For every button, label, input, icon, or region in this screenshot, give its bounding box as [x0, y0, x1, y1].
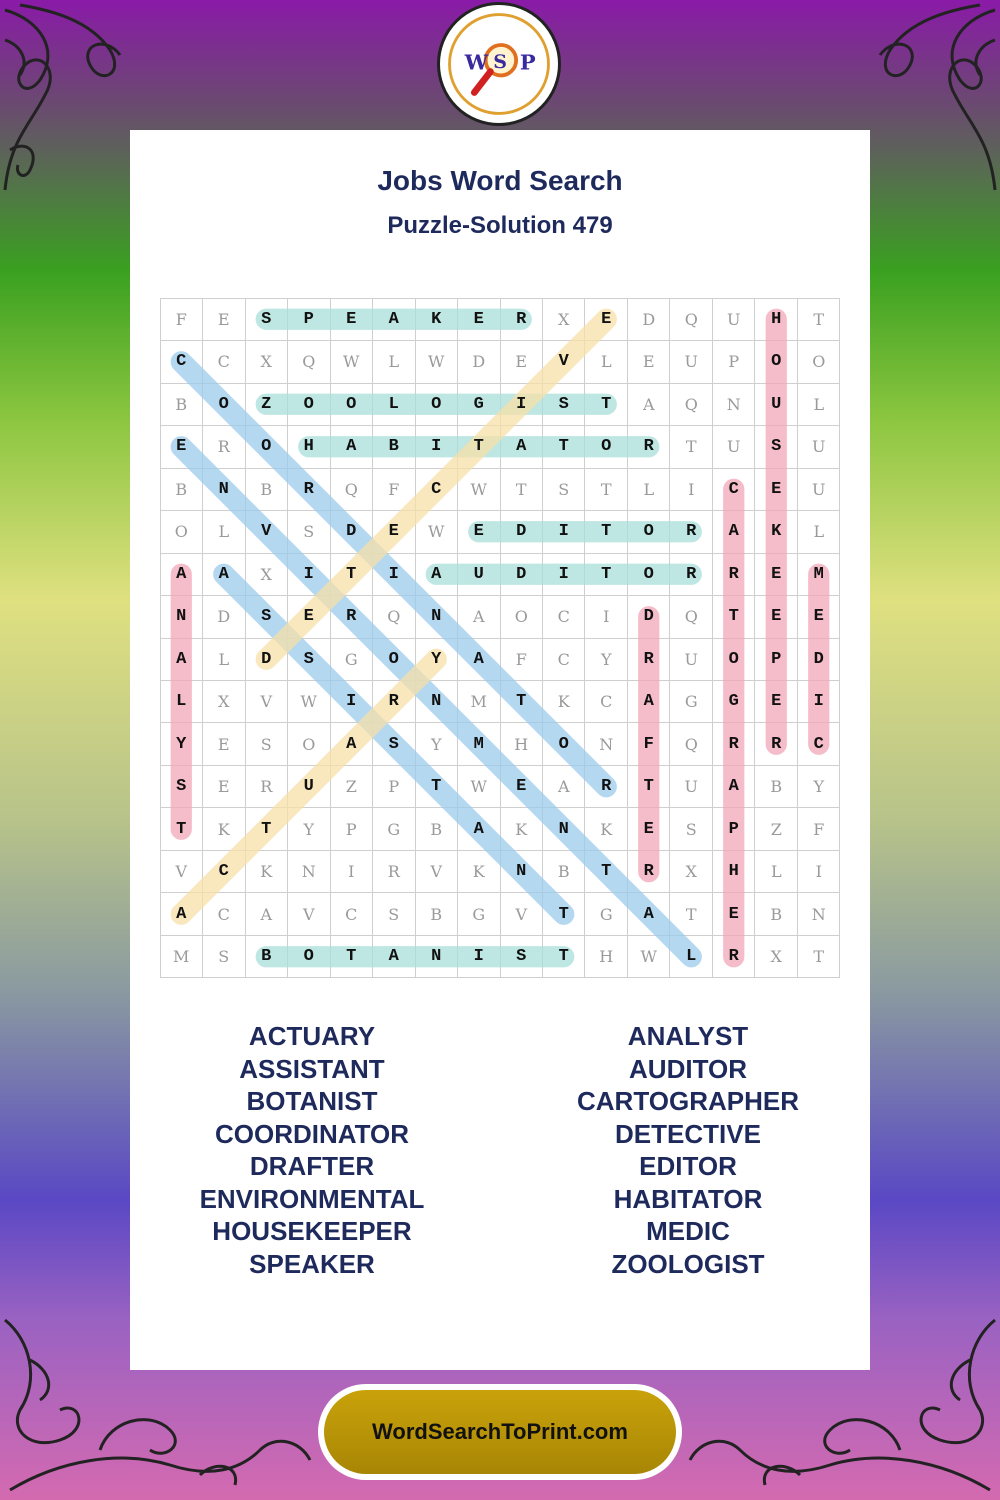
site-link-text[interactable]: WordSearchToPrint.com	[324, 1390, 676, 1474]
grid-letter[interactable]: L	[643, 479, 655, 499]
grid-letter[interactable]: T	[431, 777, 442, 797]
word-list-item: ASSISTANT	[239, 1053, 385, 1084]
grid-letter[interactable]: T	[601, 862, 612, 882]
grid-letter[interactable]: T	[601, 564, 612, 584]
grid-letter[interactable]: Q	[684, 394, 698, 414]
svg-text:W: W	[464, 49, 489, 75]
grid-letter[interactable]: U	[771, 394, 782, 414]
grid-letter[interactable]: V	[260, 692, 273, 712]
grid-letter[interactable]: K	[600, 819, 613, 839]
grid-letter[interactable]: F	[175, 309, 187, 329]
grid-letter[interactable]: E	[771, 607, 782, 627]
grid-letter[interactable]: H	[728, 862, 739, 882]
grid-letter[interactable]: M	[813, 564, 824, 584]
grid-letter[interactable]: T	[813, 947, 825, 967]
grid-letter[interactable]: R	[728, 564, 739, 584]
grid-letter[interactable]: W	[470, 777, 487, 797]
logo-graphic	[440, 5, 558, 123]
grid-letter[interactable]: N	[726, 394, 741, 414]
grid-letter[interactable]: P	[728, 819, 739, 839]
grid-letter[interactable]: Q	[387, 607, 401, 627]
grid-letter[interactable]: A	[643, 692, 654, 712]
grid-letter[interactable]: W	[343, 352, 360, 372]
grid-letter[interactable]: Y	[431, 649, 442, 669]
grid-letter[interactable]: E	[771, 479, 782, 499]
word-list-left	[152, 1020, 472, 1280]
grid-letter[interactable]: Y	[176, 734, 187, 754]
grid-letter[interactable]: S	[261, 607, 272, 627]
grid-letter[interactable]: X	[260, 564, 272, 584]
grid-letter[interactable]: D	[261, 649, 272, 669]
grid-letter[interactable]: V	[515, 904, 528, 924]
grid-letter[interactable]: K	[260, 862, 273, 882]
grid-letter[interactable]: A	[176, 904, 187, 924]
grid-letter[interactable]: L	[218, 522, 230, 542]
grid-letter[interactable]: B	[175, 479, 188, 499]
grid-letter[interactable]: I	[431, 437, 442, 457]
grid-letter[interactable]: P	[728, 352, 740, 372]
grid-letter[interactable]: U	[684, 649, 698, 669]
grid-letter[interactable]: U	[684, 352, 698, 372]
grid-letter[interactable]: A	[642, 394, 655, 414]
grid-letter[interactable]: I	[348, 862, 355, 882]
grid-letter[interactable]: O	[728, 649, 739, 669]
puzzle-title: Jobs Word Search	[377, 165, 623, 196]
grid-letter[interactable]: O	[643, 522, 654, 542]
grid-letter[interactable]: T	[516, 692, 527, 712]
word-list-item: DRAFTER	[249, 1151, 375, 1181]
word-list-item: EDITOR	[639, 1151, 737, 1181]
grid-letter[interactable]: R	[686, 522, 697, 542]
grid-letter[interactable]: O	[388, 649, 399, 669]
grid-letter[interactable]: A	[388, 947, 399, 967]
grid-letter[interactable]: L	[388, 394, 399, 414]
grid-letter[interactable]: P	[388, 777, 400, 797]
grid-letter[interactable]: N	[431, 947, 442, 967]
grid-letter[interactable]: Q	[344, 479, 358, 499]
grid-letter[interactable]: E	[346, 309, 357, 329]
grid-letter[interactable]: C	[600, 692, 613, 712]
grid-letter[interactable]: L	[813, 522, 825, 542]
grid-letter[interactable]: O	[346, 394, 357, 414]
word-list-item: BOTANIST	[246, 1086, 378, 1116]
grid-letter[interactable]: Y	[813, 777, 825, 797]
grid-letter[interactable]: K	[431, 309, 442, 329]
grid-letter[interactable]: B	[430, 819, 443, 839]
grid-letter[interactable]: B	[770, 777, 783, 797]
site-logo[interactable]	[437, 2, 561, 126]
grid-letter[interactable]: O	[812, 352, 826, 372]
grid-letter[interactable]: B	[260, 479, 273, 499]
grid-letter[interactable]: R	[643, 437, 654, 457]
grid-letter[interactable]: U	[812, 479, 826, 499]
grid-letter[interactable]: L	[686, 947, 697, 967]
grid-letter[interactable]: H	[303, 437, 314, 457]
grid-letter[interactable]: W	[300, 692, 317, 712]
grid-letter[interactable]: T	[473, 437, 484, 457]
grid-letter[interactable]: B	[770, 904, 783, 924]
grid-letter[interactable]: E	[217, 734, 230, 754]
grid-letter[interactable]: E	[217, 309, 230, 329]
grid-letter[interactable]: K	[217, 819, 230, 839]
grid-letter[interactable]: K	[472, 862, 485, 882]
grid-letter[interactable]: O	[601, 437, 612, 457]
grid-letter[interactable]: U	[684, 777, 698, 797]
grid-letter[interactable]: S	[260, 734, 272, 754]
grid-letter[interactable]: C	[176, 352, 187, 372]
grid-letter[interactable]: U	[812, 437, 826, 457]
grid-letter[interactable]: H	[599, 947, 614, 967]
grid-letter[interactable]: C	[217, 352, 230, 372]
grid-letter[interactable]: W	[428, 522, 445, 542]
grid-letter[interactable]: G	[473, 394, 484, 414]
grid-letter[interactable]: S	[388, 904, 400, 924]
grid-letter[interactable]: C	[728, 479, 739, 499]
grid-letter[interactable]: F	[643, 734, 654, 754]
grid-letter[interactable]: Q	[684, 607, 698, 627]
grid-letter[interactable]: R	[686, 564, 697, 584]
grid-letter[interactable]: R	[643, 862, 654, 882]
grid-letter[interactable]: I	[388, 564, 399, 584]
grid-letter[interactable]: S	[261, 309, 272, 329]
grid-letter[interactable]: R	[771, 734, 782, 754]
grid-letter[interactable]: S	[685, 819, 697, 839]
word-list-item: MEDIC	[646, 1216, 730, 1246]
grid-letter[interactable]: S	[218, 947, 230, 967]
grid-letter[interactable]: N	[218, 479, 229, 499]
grid-letter[interactable]: A	[176, 649, 187, 669]
grid-letter[interactable]: P	[345, 819, 357, 839]
grid-letter[interactable]: Q	[302, 352, 316, 372]
grid-letter[interactable]: G	[684, 692, 698, 712]
grid-letter[interactable]: B	[175, 394, 188, 414]
grid-letter[interactable]: N	[599, 734, 614, 754]
grid-letter[interactable]: V	[175, 862, 188, 882]
grid-letter[interactable]: Z	[345, 777, 357, 797]
site-link-badge[interactable]	[318, 1384, 682, 1480]
grid-letter[interactable]: W	[428, 352, 445, 372]
grid-letter[interactable]: E	[515, 352, 528, 372]
grid-letter[interactable]: I	[516, 394, 527, 414]
grid-letter[interactable]: B	[430, 904, 443, 924]
grid-letter[interactable]: S	[176, 777, 187, 797]
grid-letter[interactable]: T	[176, 819, 187, 839]
grid-letter[interactable]: O	[174, 522, 188, 542]
grid-letter[interactable]: T	[346, 947, 357, 967]
grid-letter[interactable]: N	[811, 904, 826, 924]
grid-letter[interactable]: A	[473, 649, 484, 669]
word-list-item: AUDITOR	[629, 1053, 747, 1084]
grid-letter[interactable]: T	[728, 607, 739, 627]
puzzle-sheet	[130, 130, 870, 1370]
grid-letter[interactable]: I	[473, 947, 484, 967]
grid-letter[interactable]: N	[176, 607, 187, 627]
grid-letter[interactable]: T	[601, 394, 612, 414]
grid-letter[interactable]: N	[431, 607, 442, 627]
grid-letter[interactable]: A	[260, 904, 273, 924]
grid-letter[interactable]: N	[301, 862, 316, 882]
word-grid	[160, 298, 840, 978]
grid-letter[interactable]: G	[344, 649, 358, 669]
grid-letter[interactable]: R	[217, 437, 230, 457]
grid-letter[interactable]: P	[771, 649, 782, 669]
grid-letter[interactable]: F	[813, 819, 825, 839]
grid-letter[interactable]: R	[643, 649, 654, 669]
grid-letter[interactable]: L	[600, 352, 612, 372]
grid-letter[interactable]: V	[558, 352, 569, 372]
grid-letter[interactable]: A	[176, 564, 187, 584]
grid-letter[interactable]: K	[515, 819, 528, 839]
grid-letter[interactable]: N	[431, 692, 442, 712]
grid-letter[interactable]: O	[303, 947, 314, 967]
grid-letter[interactable]: G	[472, 904, 486, 924]
grid-letter[interactable]: O	[431, 394, 442, 414]
grid-letter[interactable]: H	[771, 309, 782, 329]
grid-letter[interactable]: A	[431, 564, 442, 584]
grid-letter[interactable]: T	[813, 309, 825, 329]
grid-letter[interactable]: T	[346, 564, 357, 584]
grid-letter[interactable]: V	[302, 904, 315, 924]
grid-letter[interactable]: I	[688, 479, 695, 499]
grid-letter[interactable]: D	[642, 309, 656, 329]
grid-letter[interactable]: R	[388, 692, 399, 712]
grid-letter[interactable]: O	[558, 734, 569, 754]
grid-letter[interactable]: E	[813, 607, 824, 627]
grid-letter[interactable]: A	[557, 777, 570, 797]
grid-letter[interactable]: E	[771, 564, 782, 584]
grid-letter[interactable]: Z	[770, 819, 782, 839]
grid-letter[interactable]: X	[260, 352, 272, 372]
grid-letter[interactable]: E	[217, 777, 230, 797]
grid-letter[interactable]: W	[640, 947, 657, 967]
grid-letter[interactable]: I	[303, 564, 314, 584]
grid-letter[interactable]: U	[473, 564, 484, 584]
svg-text:S: S	[493, 50, 508, 73]
grid-letter[interactable]: Q	[684, 734, 698, 754]
grid-letter[interactable]: B	[261, 947, 272, 967]
grid-letter[interactable]: O	[261, 437, 272, 457]
word-list-item: CARTOGRAPHER	[577, 1086, 799, 1116]
grid-letter[interactable]: I	[813, 692, 824, 712]
grid-letter[interactable]: U	[727, 437, 741, 457]
grid-letter[interactable]: A	[473, 819, 484, 839]
grid-letter[interactable]: A	[728, 777, 739, 797]
puzzle-subtitle: Puzzle-Solution 479	[387, 212, 613, 239]
grid-letter[interactable]: C	[218, 862, 229, 882]
grid-letter[interactable]: X	[218, 692, 230, 712]
grid-letter[interactable]: S	[388, 734, 399, 754]
grid-letter[interactable]: T	[643, 777, 654, 797]
grid-letter[interactable]: T	[685, 904, 697, 924]
grid-letter[interactable]: D	[516, 564, 527, 584]
grid-letter[interactable]: M	[473, 734, 484, 754]
grid-letter[interactable]: S	[558, 394, 569, 414]
grid-letter[interactable]: S	[303, 649, 314, 669]
grid-letter[interactable]: I	[346, 692, 357, 712]
grid-letter[interactable]: Y	[303, 819, 315, 839]
grid-letter[interactable]: Y	[430, 734, 442, 754]
grid-letter[interactable]: O	[514, 607, 528, 627]
grid-letter[interactable]: C	[217, 904, 230, 924]
grid-letter[interactable]: E	[388, 522, 399, 542]
word-list-item: HABITATOR	[613, 1183, 763, 1214]
grid-letter[interactable]: T	[558, 947, 569, 967]
word-list-item: COORDINATOR	[214, 1118, 410, 1149]
grid-letter[interactable]: G	[599, 904, 613, 924]
grid-letter[interactable]: T	[558, 904, 569, 924]
grid-letter[interactable]: E	[176, 437, 187, 457]
grid-letter[interactable]: O	[643, 564, 654, 584]
grid-letter[interactable]: E	[473, 309, 484, 329]
ornament-top-right	[860, 0, 1000, 200]
grid-letter[interactable]: D	[217, 607, 231, 627]
word-list-item: ACTUARY	[248, 1021, 376, 1051]
grid-letter[interactable]: A	[516, 437, 527, 457]
grid-letter[interactable]: L	[813, 394, 825, 414]
grid-letter[interactable]: R	[346, 607, 357, 627]
grid-letter[interactable]: D	[643, 607, 654, 627]
grid-letter[interactable]: C	[557, 607, 570, 627]
grid-letter[interactable]: V	[261, 522, 272, 542]
grid-letter[interactable]: O	[302, 734, 316, 754]
grid-letter[interactable]: C	[813, 734, 824, 754]
word-list-item: HOUSEKEEPER	[212, 1216, 412, 1246]
grid-letter[interactable]: I	[603, 607, 610, 627]
grid-letter[interactable]: F	[388, 479, 400, 499]
grid-letter[interactable]: T	[601, 522, 612, 542]
grid-letter[interactable]: E	[303, 607, 314, 627]
grid-letter[interactable]: E	[642, 352, 655, 372]
grid-letter[interactable]: R	[516, 309, 527, 329]
grid-letter[interactable]: A	[218, 564, 229, 584]
grid-letter[interactable]: M	[173, 947, 190, 967]
grid-letter[interactable]: R	[387, 862, 400, 882]
word-list-item: ENVIRONMENTAL	[199, 1183, 425, 1214]
grid-letter[interactable]: S	[516, 947, 527, 967]
grid-letter[interactable]: T	[600, 479, 612, 499]
grid-letter[interactable]: B	[557, 862, 570, 882]
grid-letter[interactable]: R	[601, 777, 612, 797]
word-list-item: SPEAKER	[249, 1248, 375, 1279]
grid-letter[interactable]: R	[728, 734, 739, 754]
grid-letter[interactable]: M	[470, 692, 487, 712]
grid-letter[interactable]: U	[303, 777, 314, 797]
grid-letter[interactable]: G	[387, 819, 401, 839]
grid-letter[interactable]: D	[472, 352, 486, 372]
grid-letter[interactable]: E	[643, 819, 654, 839]
grid-letter[interactable]: A	[472, 607, 485, 627]
grid-letter[interactable]: X	[558, 309, 570, 329]
grid-letter[interactable]: E	[473, 522, 484, 542]
grid-letter[interactable]: N	[516, 862, 527, 882]
grid-letter[interactable]: N	[558, 819, 569, 839]
grid-letter[interactable]: S	[771, 437, 782, 457]
grid-letter[interactable]: A	[388, 309, 399, 329]
grid-letter[interactable]: E	[728, 904, 739, 924]
grid-letter[interactable]: D	[516, 522, 527, 542]
grid-letter[interactable]: Y	[600, 649, 612, 669]
grid-letter[interactable]: A	[728, 522, 739, 542]
grid-letter[interactable]: I	[815, 862, 822, 882]
grid-letter[interactable]: A	[643, 904, 654, 924]
grid-letter[interactable]: E	[601, 309, 612, 329]
svg-text:P: P	[519, 49, 536, 75]
grid-letter[interactable]: L	[388, 352, 400, 372]
word-list-right	[528, 1020, 848, 1280]
grid-letter[interactable]: W	[470, 479, 487, 499]
grid-letter[interactable]: A	[346, 734, 357, 754]
grid-letter[interactable]: Z	[261, 394, 272, 414]
grid-letter[interactable]: R	[303, 479, 314, 499]
grid-letter[interactable]: C	[345, 904, 358, 924]
grid-letter[interactable]: I	[558, 522, 569, 542]
grid-letter[interactable]: G	[728, 692, 739, 712]
grid-letter[interactable]: A	[346, 437, 357, 457]
grid-letter[interactable]: H	[514, 734, 529, 754]
grid-letter[interactable]: L	[770, 862, 782, 882]
grid-letter[interactable]: S	[558, 479, 570, 499]
grid-letter[interactable]: T	[261, 819, 272, 839]
word-list-item: ANALYST	[627, 1021, 749, 1051]
grid-letter[interactable]: I	[558, 564, 569, 584]
grid-letter[interactable]: U	[727, 309, 741, 329]
grid-letter[interactable]: O	[303, 394, 314, 414]
grid-letter[interactable]: O	[771, 352, 782, 372]
grid-letter[interactable]: X	[685, 862, 697, 882]
grid-letter[interactable]: F	[515, 649, 527, 669]
grid-letter[interactable]: T	[685, 437, 697, 457]
grid-letter[interactable]: C	[431, 479, 442, 499]
grid-letters	[160, 298, 840, 978]
grid-letter[interactable]: X	[770, 947, 782, 967]
word-list-item: DETECTIVE	[615, 1118, 761, 1149]
grid-letter[interactable]: K	[771, 522, 782, 542]
grid-letter[interactable]: R	[728, 947, 739, 967]
grid-letter[interactable]: D	[813, 649, 824, 669]
grid-letter[interactable]: O	[218, 394, 229, 414]
grid-letter[interactable]: K	[557, 692, 570, 712]
grid-letter[interactable]: V	[430, 862, 443, 882]
grid-letter[interactable]: C	[557, 649, 570, 669]
grid-letter[interactable]: R	[260, 777, 273, 797]
grid-letter[interactable]: E	[516, 777, 527, 797]
grid-letter[interactable]: Q	[684, 309, 698, 329]
grid-letter[interactable]: T	[515, 479, 527, 499]
grid-letter[interactable]: P	[303, 309, 314, 329]
grid-letter[interactable]: L	[218, 649, 230, 669]
word-list-item: ZOOLOGIST	[611, 1248, 765, 1279]
grid-letter[interactable]: L	[176, 692, 187, 712]
grid-letter[interactable]: D	[346, 522, 357, 542]
grid-letter[interactable]: S	[303, 522, 315, 542]
grid-letter[interactable]: E	[771, 692, 782, 712]
grid-letter[interactable]: T	[558, 437, 569, 457]
grid-letter[interactable]: B	[388, 437, 399, 457]
ornament-top-left	[0, 0, 140, 200]
